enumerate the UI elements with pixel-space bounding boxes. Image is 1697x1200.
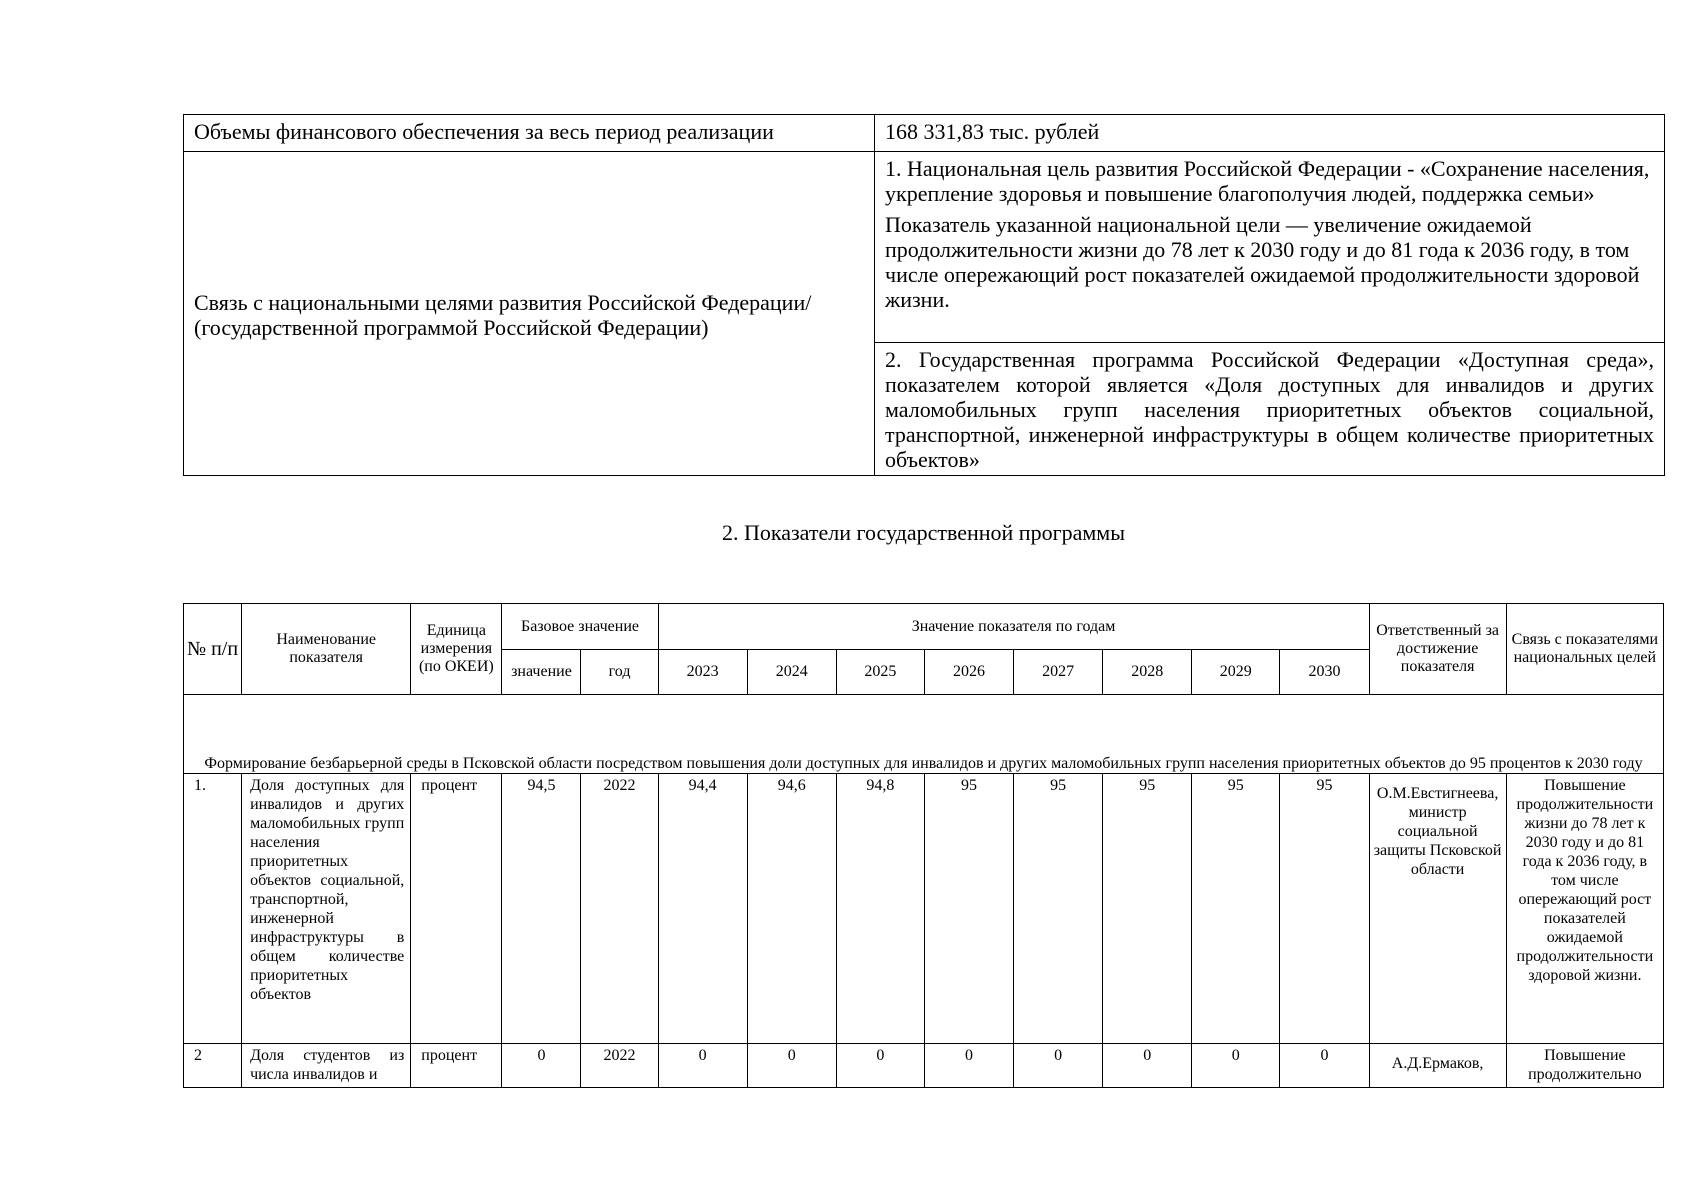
row-num: 2 xyxy=(184,1044,242,1088)
row-value: 94,4 xyxy=(658,774,747,1044)
header-base-value: значение xyxy=(502,650,581,695)
row-link: Повышение продолжительно xyxy=(1506,1044,1663,1088)
row-value: 0 xyxy=(1192,1044,1280,1088)
header-link: Связь с показателями национальных целей xyxy=(1506,604,1663,695)
goal-text: Формирование безбарьерной среды в Псковской области посредством повышения доли доступных для инвалидов и других маломобильных групп населения приоритетных объектов до 95 процентов к 2030 году xyxy=(184,695,1664,774)
national-goal-cell xyxy=(875,152,1665,343)
row-value: 0 xyxy=(658,1044,747,1088)
row-name: Доля студентов из числа инвалидов и xyxy=(242,1044,411,1088)
state-program-text: 2. Государственная программа Российской Федерации «Доступная среда», показателем которой является «Доля доступных для инвалидов и других маломобильных групп населения приоритетных объектов социальной, транспортной, инженерной инфраструктуры в общем количестве приоритетных объектов» xyxy=(875,343,1665,476)
header-year: 2029 xyxy=(1192,650,1280,695)
indicators-table xyxy=(183,603,1664,1088)
national-goal-text: 1. Национальная цель развития Российской Федерации - «Сохранение населения, укрепление здоровья и повышение благополучия людей, поддержка семьи» xyxy=(885,156,1650,206)
table-row xyxy=(184,1044,1664,1088)
row-link: Повышение продолжительности жизни до 78 лет к 2030 году и до 81 года к 2036 году, в том числе опережающий рост показателей ожидаемой продолжительности здоровой жизни. xyxy=(1506,774,1663,1044)
row-value: 95 xyxy=(1014,774,1103,1044)
funding-label: Объемы финансового обеспечения за весь период реализации xyxy=(184,115,875,152)
row-responsible: А.Д.Ермаков, xyxy=(1369,1044,1506,1088)
national-goals-row xyxy=(184,152,1665,343)
national-goals-label: Связь с национальными целями развития Российской Федерации/ (государственной программой Российской Федерации) xyxy=(184,152,875,476)
row-value: 0 xyxy=(1103,1044,1192,1088)
header-unit: Единица измерения (по ОКЕИ) xyxy=(411,604,502,695)
row-responsible: О.М.Евстигнеева, министр социальной защиты Псковской области xyxy=(1369,774,1506,1044)
row-unit: процент xyxy=(411,1044,502,1088)
header-year: 2027 xyxy=(1014,650,1103,695)
header-num: № п/п xyxy=(184,604,242,695)
row-value: 95 xyxy=(1103,774,1192,1044)
row-name: Доля доступных для инвалидов и других маломобильных групп населения приоритетных объектов социальной, транспортной, инженерной инфраструктуры в общем количестве приоритетных объектов xyxy=(242,774,411,1044)
row-value: 0 xyxy=(747,1044,836,1088)
header-year: 2026 xyxy=(924,650,1013,695)
header-year: 2030 xyxy=(1280,650,1369,695)
funding-row xyxy=(184,115,1665,152)
header-by-years: Значение показателя по годам xyxy=(658,604,1369,650)
section-heading: 2. Показатели государственной программы xyxy=(721,520,1125,545)
header-base: Базовое значение xyxy=(502,604,658,650)
row-value: 0 xyxy=(1014,1044,1103,1088)
row-base-value: 0 xyxy=(502,1044,581,1088)
row-value: 94,8 xyxy=(836,774,924,1044)
row-base-value: 94,5 xyxy=(502,774,581,1044)
funding-value: 168 331,83 тыс. рублей xyxy=(875,115,1665,152)
passport-table xyxy=(183,114,1665,476)
row-num: 1. xyxy=(184,774,242,1044)
row-value: 95 xyxy=(924,774,1013,1044)
row-value: 94,6 xyxy=(747,774,836,1044)
table-row xyxy=(184,774,1664,1044)
header-name: Наименование показателя xyxy=(242,604,411,695)
header-year: 2028 xyxy=(1103,650,1192,695)
row-value: 95 xyxy=(1280,774,1369,1044)
header-base-year: год xyxy=(581,650,658,695)
row-base-year: 2022 xyxy=(581,1044,658,1088)
row-value: 95 xyxy=(1192,774,1280,1044)
row-unit: процент xyxy=(411,774,502,1044)
header-year: 2023 xyxy=(658,650,747,695)
header-year: 2025 xyxy=(836,650,924,695)
row-base-year: 2022 xyxy=(581,774,658,1044)
row-value: 0 xyxy=(1280,1044,1369,1088)
goal-row xyxy=(184,695,1664,774)
header-year: 2024 xyxy=(747,650,836,695)
national-goal-indicator-text: Показатель указанной национальной цели — увеличение ожидаемой продолжительности жизни до 78 лет к 2030 году и до 81 года к 2036 году, в том числе опережающий рост показателей ожидаемой продолжительности здоровой жизни. xyxy=(885,212,1640,312)
header-row-1 xyxy=(184,604,1664,650)
header-responsible: Ответственный за достижение показателя xyxy=(1369,604,1506,695)
row-value: 0 xyxy=(924,1044,1013,1088)
row-value: 0 xyxy=(836,1044,924,1088)
